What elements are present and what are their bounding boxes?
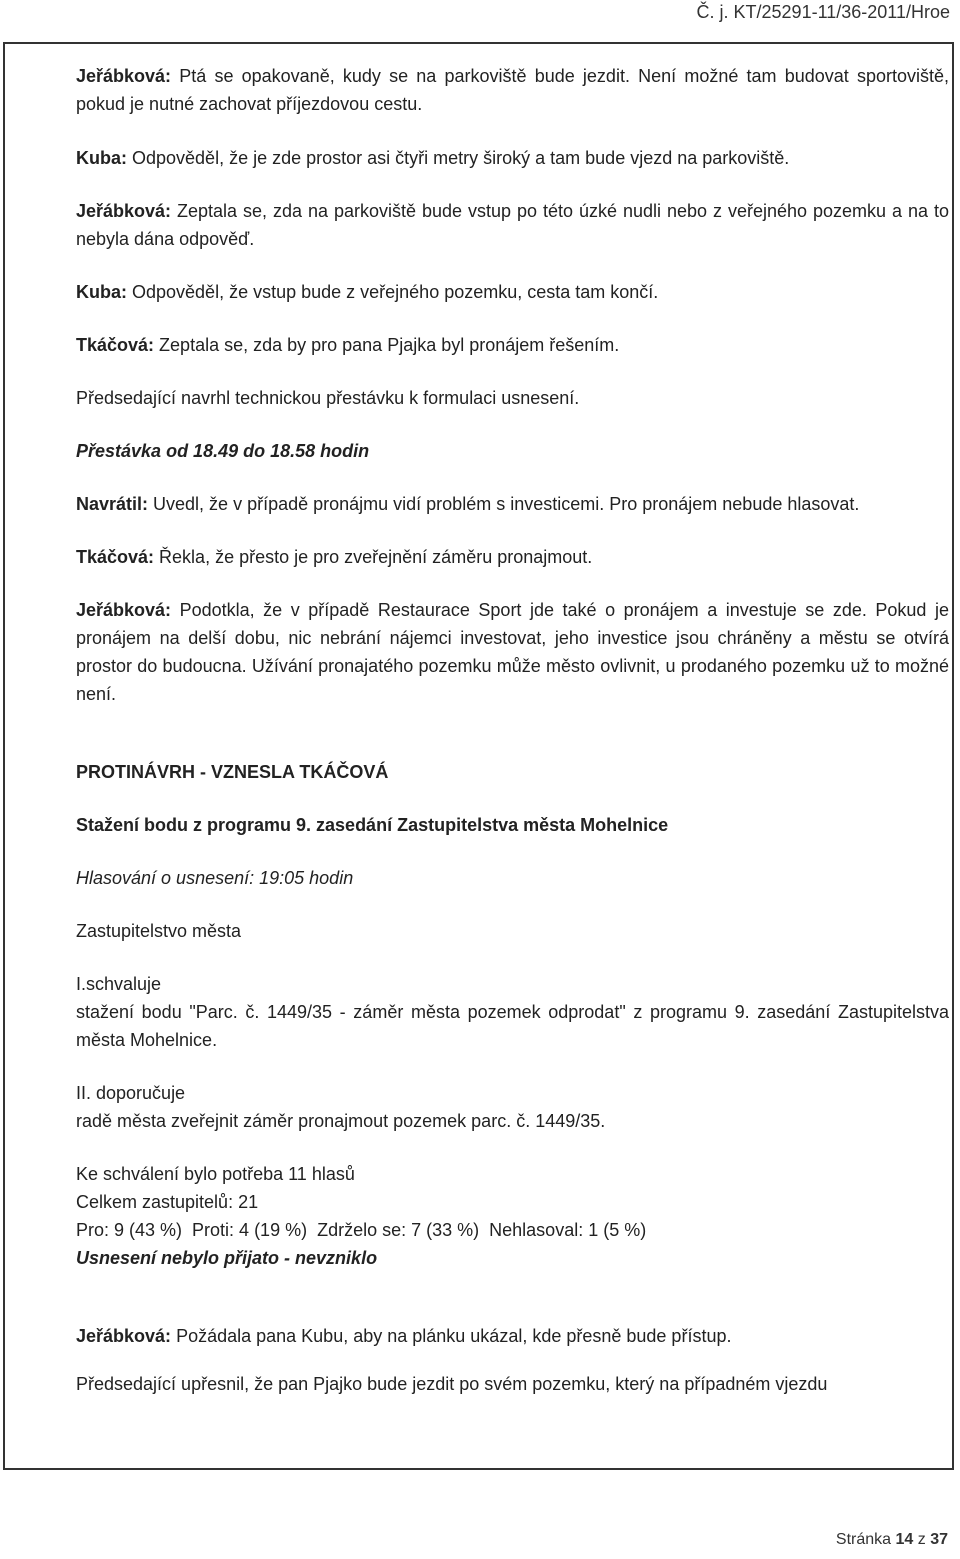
paragraph-text: Předsedající upřesnil, že pan Pjajko bude jezdit po svém pozemku, který na případném vjezdu	[76, 1374, 828, 1394]
document-content	[76, 62, 949, 1398]
speaker-name: Jeřábková:	[76, 201, 172, 221]
paragraph	[76, 62, 949, 118]
paragraph-text: Odpověděl, že vstup bude z veřejného pozemku, cesta tam končí.	[127, 282, 659, 302]
page-number	[836, 1531, 948, 1549]
vote-required: Ke schválení bylo potřeba 11 hlasů	[76, 1164, 355, 1184]
withdrawal-title-bold: Stažení bodu z programu 9.	[76, 815, 312, 835]
resolution-item-text: radě města zveřejnit záměr pronajmout pozemek parc. č. 1449/35.	[76, 1111, 606, 1131]
paragraph-text: Předsedající navrhl technickou přestávku k formulaci usnesení.	[76, 388, 580, 408]
counter-proposal-heading: PROTINÁVRH - VZNESLA TKÁČOVÁ	[76, 762, 389, 782]
paragraph	[76, 331, 949, 359]
speaker-name: Kuba:	[76, 282, 127, 302]
resolution-item-label: I.schvaluje	[76, 974, 162, 994]
speaker-name: Navrátil:	[76, 494, 149, 514]
paragraph-text: Řekla, že přesto je pro zveřejnění záměru pronajmout.	[154, 547, 593, 567]
paragraph	[76, 543, 949, 571]
paragraph-text: Uvedl, že v případě pronájmu vidí problém s investicemi. Pro pronájem nebude hlasovat.	[148, 494, 860, 514]
speaker-name: Tkáčová:	[76, 547, 155, 567]
speaker-name: Jeřábková:	[76, 600, 172, 620]
paragraph-text: Ptá se opakovaně, kudy se na parkoviště bude jezdit. Není možné tam budovat sportoviště, pokud je nutné zachovat příjezdovou cestu.	[76, 66, 949, 114]
speaker-name: Kuba:	[76, 148, 127, 168]
speaker-name: Jeřábková:	[76, 1326, 172, 1346]
document-reference: Č. j. KT/25291-11/36-2011/Hroe	[696, 2, 950, 22]
withdrawal-title-rest: zasedání Zastupitelstva města Mohelnice	[311, 815, 669, 835]
speaker-name: Jeřábková:	[76, 66, 172, 86]
paragraph	[76, 278, 949, 306]
paragraph-text: Zeptala se, zda by pro pana Pjajka byl pronájem řešením.	[154, 335, 620, 355]
paragraph-text: Podotkla, že v případě Restaurace Sport jde také o pronájem a investuje se zde. Pokud je pronájem na delší dobu, nic nebrání nájemci investovat, jeho investice jsou chráněny a městu se otvírá prostor do budoucna. Užívání pronajatého pozemku může město ovlivnit, u prodaného pozemku už to možné není.	[76, 600, 949, 704]
paragraph-text: Požádala pana Kubu, aby na plánku ukázal, kde přesně bude přístup.	[171, 1326, 732, 1346]
resolution-item-label: II. doporučuje	[76, 1083, 186, 1103]
paragraph-text: Zeptala se, zda na parkoviště bude vstup po této úzké nudli nebo z veřejného pozemku a na to nebyla dána odpověď.	[76, 201, 949, 249]
resolution-item-text: stažení bodu "Parc. č. 1449/35 - záměr města pozemek odprodat" z programu 9. zasedání Zastupitelstva města Mohelnice.	[76, 1002, 949, 1050]
page-label: Stránka	[835, 1531, 896, 1548]
break-note: Přestávka od 18.49 do 18.58 hodin	[76, 441, 370, 461]
vote-time: Hlasování o usnesení: 19:05 hodin	[76, 868, 354, 888]
withdrawal-title	[76, 811, 949, 839]
paragraph-text: Odpověděl, že je zde prostor asi čtyři metry široký a tam bude vjezd na parkoviště.	[127, 148, 790, 168]
page-total: 37	[930, 1531, 948, 1548]
page-current: 14	[895, 1531, 914, 1548]
paragraph	[76, 384, 949, 412]
paragraph	[76, 197, 949, 253]
speaker-name: Tkáčová:	[76, 335, 155, 355]
paragraph	[76, 596, 949, 708]
paragraph	[76, 144, 949, 172]
paragraph	[76, 490, 949, 518]
council-body: Zastupitelstvo města	[76, 921, 242, 941]
vote-outcome: Usnesení nebylo přijato - nevzniklo	[76, 1248, 378, 1268]
paragraph	[76, 1370, 949, 1398]
vote-result: Pro: 9 (43 %) Proti: 4 (19 %) Zdrželo se: 7 (33 %) Nehlasoval: 1 (5 %)	[76, 1220, 647, 1240]
page-sep: z	[913, 1531, 931, 1548]
paragraph	[76, 1322, 949, 1350]
vote-total: Celkem zastupitelů: 21	[76, 1192, 259, 1212]
